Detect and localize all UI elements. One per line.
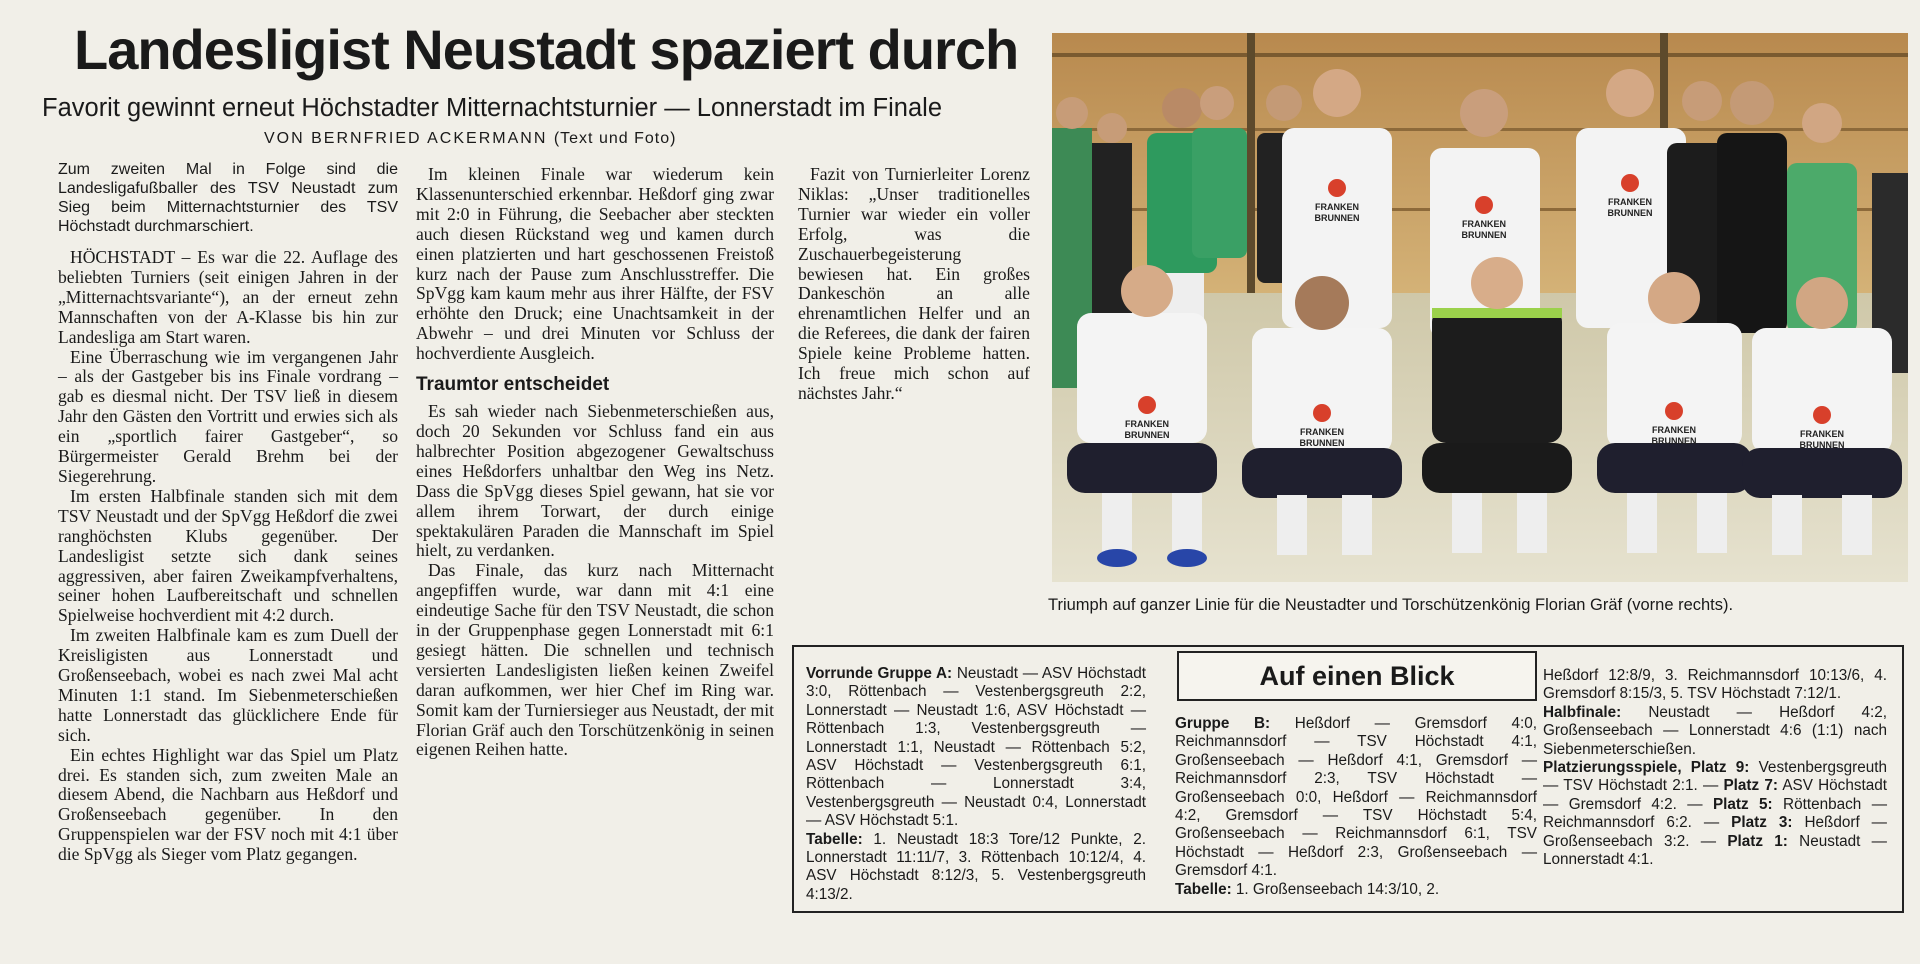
results-text: 1. Großenseebach 14:3/10, 2.: [1231, 880, 1440, 898]
team-photo-image: [1052, 33, 1908, 582]
article-paragraph: Das Finale, das kurz nach Mitternacht angepfiffen wurde, war dann mit 4:1 eine eindeutige Sache für den TSV Neustadt, die schon in der Gruppenphase gegen Lonnerstadt mit 6:1 gesiegt hätten. Die schnellen und technisch versierten Landesligisten ließen keinen Zweifel daran aufkommen, wer hier Chef im Ring war. Somit kam der Turniersieger aus Neustadt, der mit Florian Gräf auch den Torschützenkönig in seinen eigenen Reihen hatte.: [416, 560, 774, 760]
results-label: Platzierungsspiele, Platz 9:: [1543, 759, 1750, 777]
results-label: Platz 1:: [1727, 832, 1788, 850]
results-text: Heßdorf — Gremsdorf 4:0, Reichmannsdorf — TSV Höchstadt 4:1, Großenseebach — Heßdorf 4:1, Gremsdorf — Reichmannsdorf 2:3, TSV Höchstadt — Großenseebach 0:0, Heßdorf — Reichmannsdorf 4:2, Gremsdorf — TSV Höchstadt 5:4, Großenseebach — Reichmannsdorf 6:1, TSV Höchstadt — Heßdorf 2:3, Großenseebach — Gremsdorf 4:1.: [1175, 715, 1537, 880]
results-entry: [1543, 704, 1887, 759]
results-text: Neustadt — ASV Höchstadt 3:0, Röttenbach — Vestenbergsgreuth 2:2, Lonnerstadt — Neustadt 1:6, ASV Höchstadt — Röttenbach 1:3, Vestenbergsgreuth — Lonnerstadt 1:1, Neustadt — Röttenbach 5:2, ASV Höchstadt — Vestenbergsgreuth 6:1, Röttenbach — Lonnerstadt 3:4, Vestenbergsgreuth — Neustadt 0:4, Lonnerstadt — ASV Höchstadt 5:1.: [806, 665, 1146, 830]
svg-text:BRUNNEN: BRUNNEN: [1607, 208, 1653, 218]
article-paragraph: Es sah wieder nach Siebenmeterschießen aus, doch 20 Sekunden vor Schluss fand ein aus halbrechter Position abgezogener Gewaltschuss eines Heßdorfers unhaltbar den Weg ins Netz. Dass die SpVgg dieses Spiel gewann, hat sie vor allem ihrem Torwart, der durch einige spektakulären Paraden die Mannschaft im Spiel hielt, zu verdanken.: [416, 401, 774, 561]
results-entry: [1543, 667, 1887, 704]
results-entry: [1543, 759, 1887, 869]
results-text: ASV Höchstadt — Gremsdorf 4:2. —: [1543, 777, 1888, 813]
results-label: Tabelle:: [806, 830, 863, 848]
article-paragraph: Im kleinen Finale war wiederum kein Klassenunterschied erkennbar. Heßdorf ging zwar mit 2:0 in Führung, die Seebacher aber steckten auch diesen Rückstand weg und kamen durch einen platzierten und hart geschossenen Freistoß kurz nach der Pause zum Anschlusstreffer. Die SpVgg kam kaum mehr aus ihrer Hälfte, der FSV erhöhte den Druck; eine Unachtsamkeit in der Abwehr – und drei Minuten vor Schluss der hochverdiente Ausgleich.: [416, 164, 774, 364]
svg-text:FRANKEN: FRANKEN: [1462, 219, 1506, 229]
article-lead: Zum zweiten Mal in Folge sind die Landesligafußballer des TSV Neustadt zum Sieg beim Mitternachtsturnier des TSV Höchstadt durchmarschiert.: [58, 161, 398, 235]
results-label: Platz 5:: [1712, 795, 1773, 813]
results-text: Vestenbergsgreuth — TSV Höchstadt 2:1. —: [1543, 759, 1887, 795]
byline-author: VON BERNFRIED ACKERMANN: [264, 130, 548, 147]
photo-caption: Triumph auf ganzer Linie für die Neustadter und Torschützenkönig Florian Gräf (vorne rechts).: [1048, 596, 1734, 614]
svg-text:FRANKEN: FRANKEN: [1608, 197, 1652, 207]
results-label: Platz 3:: [1731, 814, 1793, 832]
svg-text:BRUNNEN: BRUNNEN: [1299, 438, 1345, 448]
results-entry: [806, 831, 1146, 905]
results-label: Gruppe B:: [1175, 715, 1271, 732]
results-label: Vorrunde Gruppe A:: [806, 665, 953, 682]
article-subtitle: Traumtor entscheidet: [416, 374, 610, 396]
article-paragraph: Eine Überraschung wie im vergangenen Jahr – als der Gastgeber bis ins Finale vordrang – gab es diesmal nicht. Der TSV ließ in diesem Jahr den Gästen den Vortritt und erwies sich als ein „sportlich fairer Gastgeber“, so Bürgermeister Gerald Brehm bei der Siegerehrung.: [58, 346, 398, 486]
article-column-3: [798, 165, 1030, 404]
results-label: Platz 7:: [1723, 777, 1778, 795]
svg-text:FRANKEN: FRANKEN: [1800, 429, 1844, 439]
results-text: 1. Neustadt 18:3 Tore/12 Punkte, 2. Lonnerstadt 11:11/7, 3. Röttenbach 10:12/4, 4. ASV Höchstadt 8:12/3, 5. Vestenbergsgreuth 4:13/2.: [806, 830, 1146, 903]
svg-text:BRUNNEN: BRUNNEN: [1799, 440, 1845, 450]
results-text: Heßdorf 12:8/9, 3. Reichmannsdorf 10:13/6, 4. Gremsdorf 8:15/3, 5. TSV Höchstadt 7:12/1.: [1543, 667, 1887, 703]
svg-text:BRUNNEN: BRUNNEN: [1314, 213, 1360, 223]
article-column-1: [58, 160, 398, 865]
results-text: Neustadt — Lonnerstadt 4:1.: [1543, 832, 1887, 869]
results-column-1: [806, 665, 1146, 904]
article-headline: Landesligist Neustadt spaziert durch: [74, 18, 1019, 81]
article-paragraph: Ein echtes Highlight war das Spiel um Platz drei. Es standen sich, zum zweiten Male an diesem Abend, die Nachbarn aus Heßdorf und Großenseebach gegenüber. In den Gruppenspielen war der FSV noch mit 4:1 über die SpVgg als Sieger vom Platz gegangen.: [58, 744, 398, 865]
results-column-2: [1175, 715, 1537, 899]
article-subheadline: Favorit gewinnt erneut Höchstadter Mitternachtsturnier — Lonnerstadt im Finale: [42, 94, 942, 122]
results-entry: [806, 665, 1146, 831]
svg-text:FRANKEN: FRANKEN: [1652, 425, 1696, 435]
results-entry: [1175, 715, 1537, 881]
article-paragraph: HÖCHSTADT – Es war die 22. Auflage des beliebten Turniers (seit einigen Jahren in der „Mitternachtsvariante“), an der erneut zehn Mannschaften von der A-Klasse bis hin zur Landesliga am Start waren.: [58, 247, 398, 347]
team-photo: [1052, 33, 1908, 582]
svg-text:BRUNNEN: BRUNNEN: [1651, 436, 1697, 446]
results-label: Tabelle:: [1175, 880, 1232, 898]
svg-text:BRUNNEN: BRUNNEN: [1461, 230, 1507, 240]
byline-note: (Text und Foto): [553, 130, 677, 147]
results-box-title: Auf einen Blick: [1177, 651, 1537, 701]
results-label: Halbfinale:: [1543, 703, 1622, 721]
svg-text:FRANKEN: FRANKEN: [1300, 427, 1344, 437]
article-paragraph: Im zweiten Halbfinale kam es zum Duell der Kreisligisten aus Lonnerstadt und Großenseebach, wobei es nach zwei Mal acht Minuten 1:1 stand. Im Siebenmeterschießen hatte Lonnerstadt das glücklichere Ende für sich.: [58, 625, 398, 745]
article-paragraph: Im ersten Halbfinale standen sich mit dem TSV Neustadt und der SpVgg Heßdorf die zwei ranghöchsten Klubs gegenüber. Der Landesligist setzte sich dank seines aggressiven, aber fairen Zweikampfverhaltens, seiner hohen Laufbereitschaft und schnellen Spielweise hochverdient mit 4:2 durch.: [58, 485, 398, 626]
results-column-3: [1543, 667, 1887, 869]
results-text: Röttenbach — Reichmannsdorf 6:2. —: [1543, 795, 1887, 832]
results-text: Neustadt — Heßdorf 4:2, Großenseebach — Lonnerstadt 4:6 (1:1) nach Siebenmeterschießen.: [1543, 703, 1887, 758]
svg-text:FRANKEN: FRANKEN: [1125, 419, 1169, 429]
results-text: Heßdorf — Großenseebach 3:2. —: [1543, 814, 1887, 850]
article-byline: [264, 128, 1044, 150]
svg-text:BRUNNEN: BRUNNEN: [1124, 430, 1170, 440]
results-box: [792, 645, 1904, 913]
results-entry: [1175, 881, 1537, 899]
article-paragraph: Fazit von Turnierleiter Lorenz Niklas: „Unser traditionelles Turnier war wieder ein voller Erfolg, was die Zuschauerbegeisterung bewiesen hat. Ein großes Dankeschön an alle ehrenamtlichen Helfer und an die Referees, die dank der fairen Spiele keine Probleme hatten. Ich freue mich schon auf nächstes Jahr.“: [798, 164, 1030, 403]
article-column-2: [416, 165, 774, 760]
svg-text:FRANKEN: FRANKEN: [1315, 202, 1359, 212]
